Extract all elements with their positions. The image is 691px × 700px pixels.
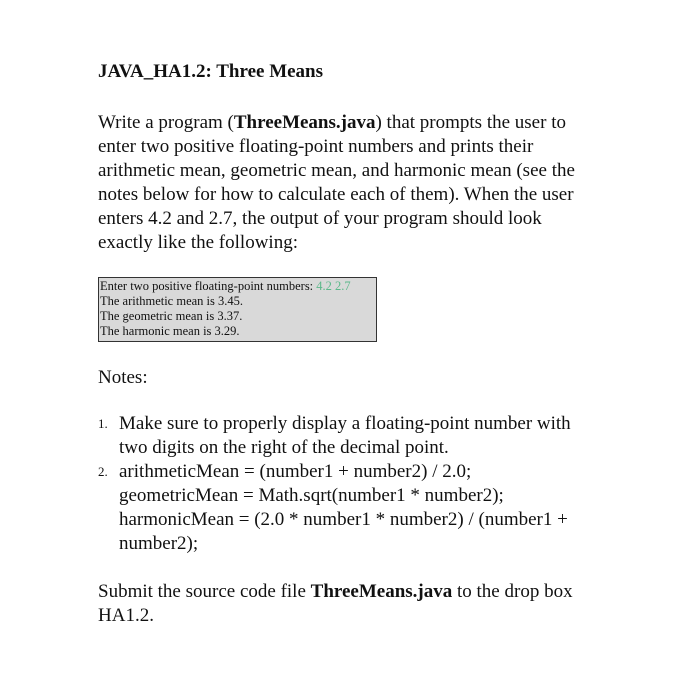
formula-geometric-mean: geometricMean = Math.sqrt(number1 * number2); bbox=[119, 485, 504, 506]
note-number: 1. bbox=[98, 416, 108, 431]
note-item-2 bbox=[98, 460, 598, 556]
page-title: JAVA_HA1.2: Three Means bbox=[98, 61, 324, 82]
console-prompt-line bbox=[100, 279, 374, 294]
console-output-line: The harmonic mean is 3.29. bbox=[100, 324, 240, 338]
console-output-line: The geometric mean is 3.37. bbox=[100, 309, 243, 323]
intro-paragraph bbox=[98, 111, 598, 255]
note-number: 2. bbox=[98, 464, 108, 479]
console-prompt: Enter two positive floating-point numbers: bbox=[100, 279, 317, 293]
submit-text-end: to the drop box HA1.2. bbox=[98, 581, 573, 626]
notes-list bbox=[98, 412, 598, 556]
intro-filename: ThreeMeans.java bbox=[233, 112, 376, 133]
submit-filename: ThreeMeans.java bbox=[310, 581, 453, 602]
submit-text-start: Submit the source code file bbox=[98, 581, 311, 602]
intro-text-end: ) that prompts the user to enter two positive floating-point numbers and prints their arithmetic mean, geometric mean, and harmonic mean (see the notes below for how to calculate each of them). When the user enters 4.2 and 2.7, the output of your program should look exactly like the following: bbox=[98, 112, 575, 253]
document-page bbox=[98, 60, 598, 628]
sample-output-console bbox=[98, 277, 377, 342]
notes-heading: Notes: bbox=[98, 367, 148, 388]
console-input-values: 4.2 2.7 bbox=[316, 279, 351, 293]
formula-harmonic-mean: harmonicMean = (2.0 * number1 * number2) / (number1 + number2); bbox=[119, 509, 568, 554]
console-output-line: The arithmetic mean is 3.45. bbox=[100, 294, 244, 308]
submit-instructions bbox=[98, 580, 598, 628]
note-item-1 bbox=[98, 412, 598, 460]
formula-arithmetic-mean: arithmeticMean = (number1 + number2) / 2.0; bbox=[119, 461, 472, 482]
note-text: Make sure to properly display a floating-point number with two digits on the right of the decimal point. bbox=[119, 413, 571, 458]
intro-text-start: Write a program ( bbox=[98, 112, 234, 133]
